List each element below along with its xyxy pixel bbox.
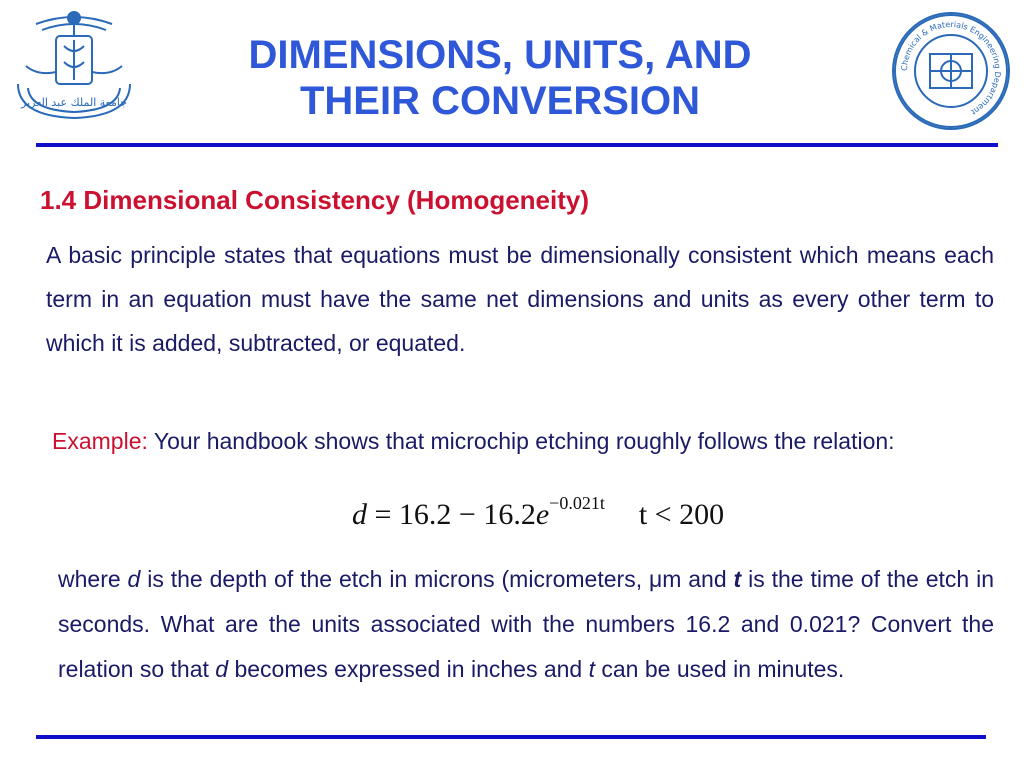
question-text-1: where	[58, 566, 128, 592]
example-paragraph	[52, 425, 952, 457]
question-text-2: is the depth of the etch in microns (micrometers, μm and	[140, 566, 734, 592]
example-text: Your handbook shows that microchip etching roughly follows the relation:	[147, 428, 895, 454]
question-text-3: is the time of the etch in seconds. What are the units associated with the numbers 16.2 and 0.021? Convert the relation so that	[58, 566, 995, 682]
department-seal-logo	[890, 10, 1012, 132]
question-text-5: can be used in minutes.	[595, 656, 845, 682]
seal-caption: Chemical & Materials Engineering Department	[899, 19, 1003, 117]
equation-middle: = 16.2 − 16.2	[367, 498, 536, 531]
title-line-2: THEIR CONVERSION	[299, 79, 701, 123]
university-logo	[8, 6, 140, 126]
title-line-1: DIMENSIONS, UNITS, AND	[248, 33, 752, 77]
equation-lhs: d	[352, 498, 367, 531]
question-text-4: becomes expressed in inches and	[228, 656, 589, 682]
variable-d: d	[127, 566, 141, 592]
example-label: Example:	[52, 428, 148, 454]
section-heading: 1.4 Dimensional Consistency (Homogeneity)	[40, 185, 590, 215]
equation-condition: t < 200	[638, 498, 725, 531]
page-title	[170, 32, 830, 124]
question-paragraph	[58, 557, 994, 692]
equation-exponent: −0.021t	[549, 493, 605, 513]
principle-paragraph: A basic principle states that equations must be dimensionally consistent which means each term in an equation must have the same net dimensions and units as every other term to which it is added, subtracted, or equated.	[46, 242, 994, 356]
variable-t: t	[733, 566, 742, 592]
footer-divider	[36, 735, 986, 739]
equation-base: e	[535, 498, 550, 531]
etch-equation	[352, 493, 725, 532]
left-logo-caption: جامعة الملك عبد العزيز	[21, 96, 127, 109]
variable-t-2: t	[588, 656, 595, 682]
variable-d-2: d	[215, 656, 229, 682]
header-divider	[36, 143, 998, 147]
